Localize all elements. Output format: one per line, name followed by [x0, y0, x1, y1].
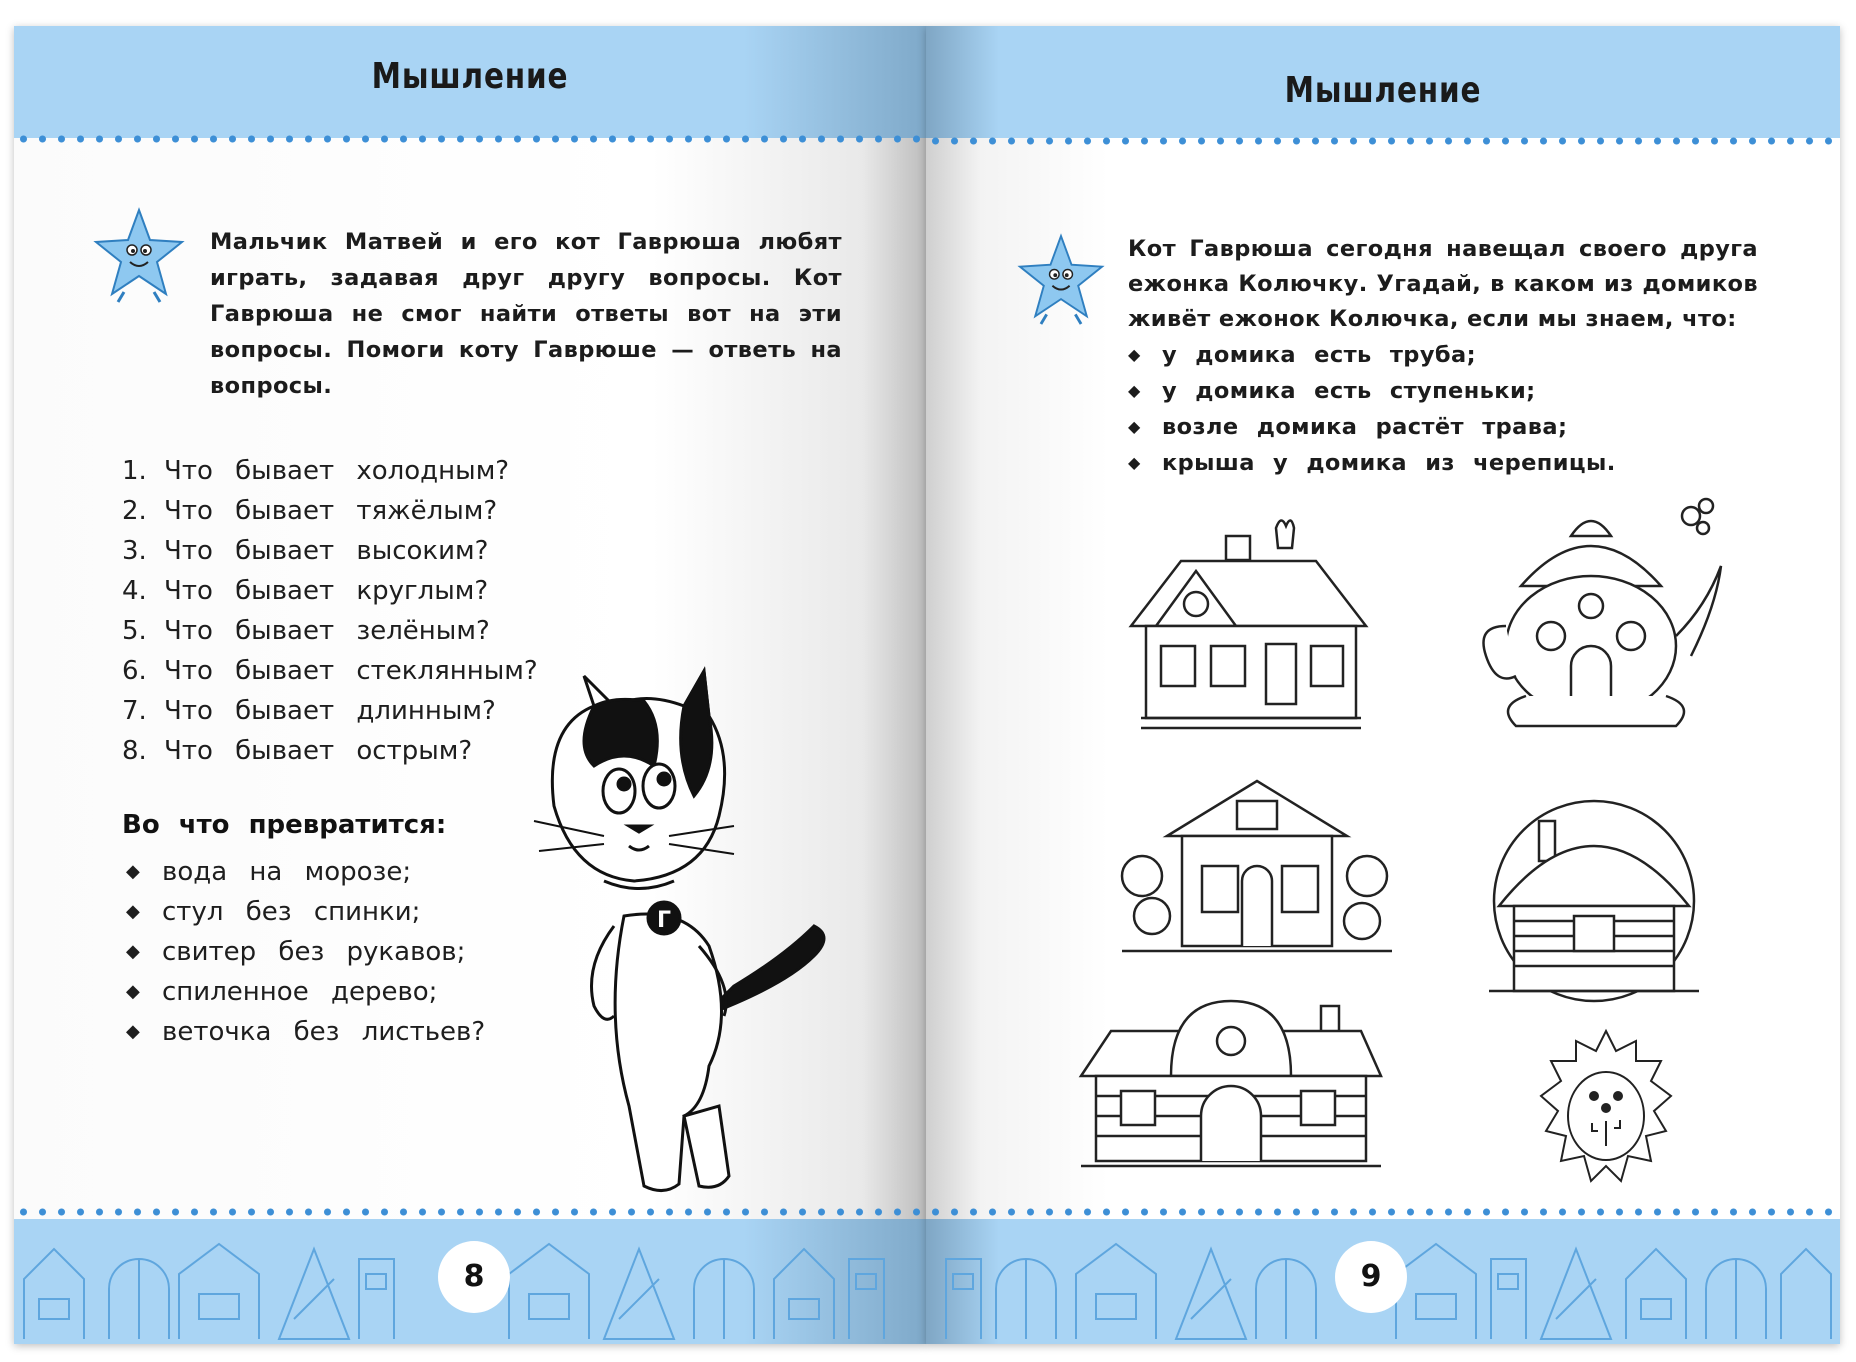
- bullet-diamond-icon: ◆: [126, 861, 140, 882]
- condition-item: ◆ крыша у домика из черепицы.: [1128, 445, 1616, 481]
- star-character-icon: [1018, 232, 1104, 328]
- house-icon[interactable]: [1112, 776, 1402, 956]
- question-item: 3. Что бывает высоким?: [122, 536, 489, 566]
- transform-item: ◆ свитер без рукавов;: [126, 932, 485, 972]
- left-page: [14, 26, 926, 1344]
- left-page-number: 8: [438, 1241, 510, 1313]
- right-footer-band: [926, 1219, 1840, 1344]
- house-icon[interactable]: [1479, 796, 1709, 1006]
- bullet-diamond-icon: ◆: [126, 941, 140, 962]
- collar-tag-letter: Г: [656, 908, 672, 933]
- left-header-band: [14, 26, 926, 138]
- question-item: 6. Что бывает стеклянным?: [122, 656, 538, 686]
- left-footer-dots: [14, 1207, 926, 1217]
- bullet-diamond-icon: ◆: [1128, 381, 1141, 400]
- left-header-dots: [14, 134, 926, 144]
- transform-item: ◆ вода на морозе;: [126, 852, 485, 892]
- question-item: 5. Что бывает зелёным?: [122, 616, 490, 646]
- condition-item: ◆ у домика есть ступеньки;: [1128, 373, 1616, 409]
- star-character-icon: [94, 206, 184, 306]
- transform-item: ◆ веточка без листьев?: [126, 1012, 485, 1052]
- left-intro-text: Мальчик Матвей и его кот Гаврюша любят играть, задавая друг другу вопросы. Кот Гаврюша не смог найти ответы вот на эти вопросы. Помоги коту Гаврюше — ответь на вопросы.: [210, 229, 842, 399]
- right-header-title: Мышление: [1284, 70, 1482, 111]
- right-header-dots: [926, 136, 1840, 146]
- cat-icon: [534, 686, 834, 1206]
- left-footer-band: [14, 1219, 926, 1344]
- right-page-number: 9: [1335, 1241, 1407, 1313]
- question-item: 4. Что бывает круглым?: [122, 576, 489, 606]
- hedgehog-icon: [1536, 1026, 1676, 1186]
- right-footer-dots: [926, 1207, 1840, 1217]
- conditions-list: [1128, 337, 1616, 481]
- bullet-diamond-icon: ◆: [1128, 417, 1141, 436]
- condition-item: ◆ у домика есть труба;: [1128, 337, 1616, 373]
- transform-item: ◆ стул без спинки;: [126, 892, 485, 932]
- left-header-title: Мышление: [371, 56, 569, 97]
- bullet-diamond-icon: ◆: [1128, 453, 1141, 472]
- question-item: 8. Что бывает острым?: [122, 736, 473, 766]
- question-item: 2. Что бывает тяжёлым?: [122, 496, 498, 526]
- house-icon[interactable]: [1076, 1001, 1386, 1176]
- questions-list: [122, 451, 538, 771]
- transform-subheading: Во что превратится:: [122, 810, 447, 840]
- bullet-diamond-icon: ◆: [126, 1021, 140, 1042]
- right-intro-text: Кот Гаврюша сегодня навещал своего друга ежонка Колючку. Угадай, в каком из домиков живёт ежонок Колючка, если мы знаем, что:: [1128, 236, 1758, 332]
- right-header-band: [926, 26, 1840, 138]
- bullet-diamond-icon: ◆: [1128, 345, 1141, 364]
- teapot-house-icon[interactable]: [1481, 496, 1721, 746]
- condition-item: ◆ возле домика растёт трава;: [1128, 409, 1616, 445]
- bullet-diamond-icon: ◆: [126, 981, 140, 1002]
- right-page: [926, 26, 1840, 1344]
- transforms-list: [126, 852, 485, 1052]
- bullet-diamond-icon: ◆: [126, 901, 140, 922]
- question-item: 7. Что бывает длинным?: [122, 696, 496, 726]
- question-item: 1. Что бывает холодным?: [122, 456, 510, 486]
- transform-item: ◆ спиленное дерево;: [126, 972, 485, 1012]
- house-icon[interactable]: [1126, 516, 1376, 736]
